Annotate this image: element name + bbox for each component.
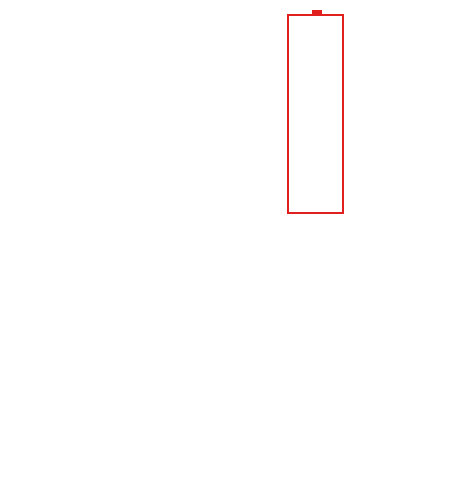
us-size-highlight [287,14,344,214]
